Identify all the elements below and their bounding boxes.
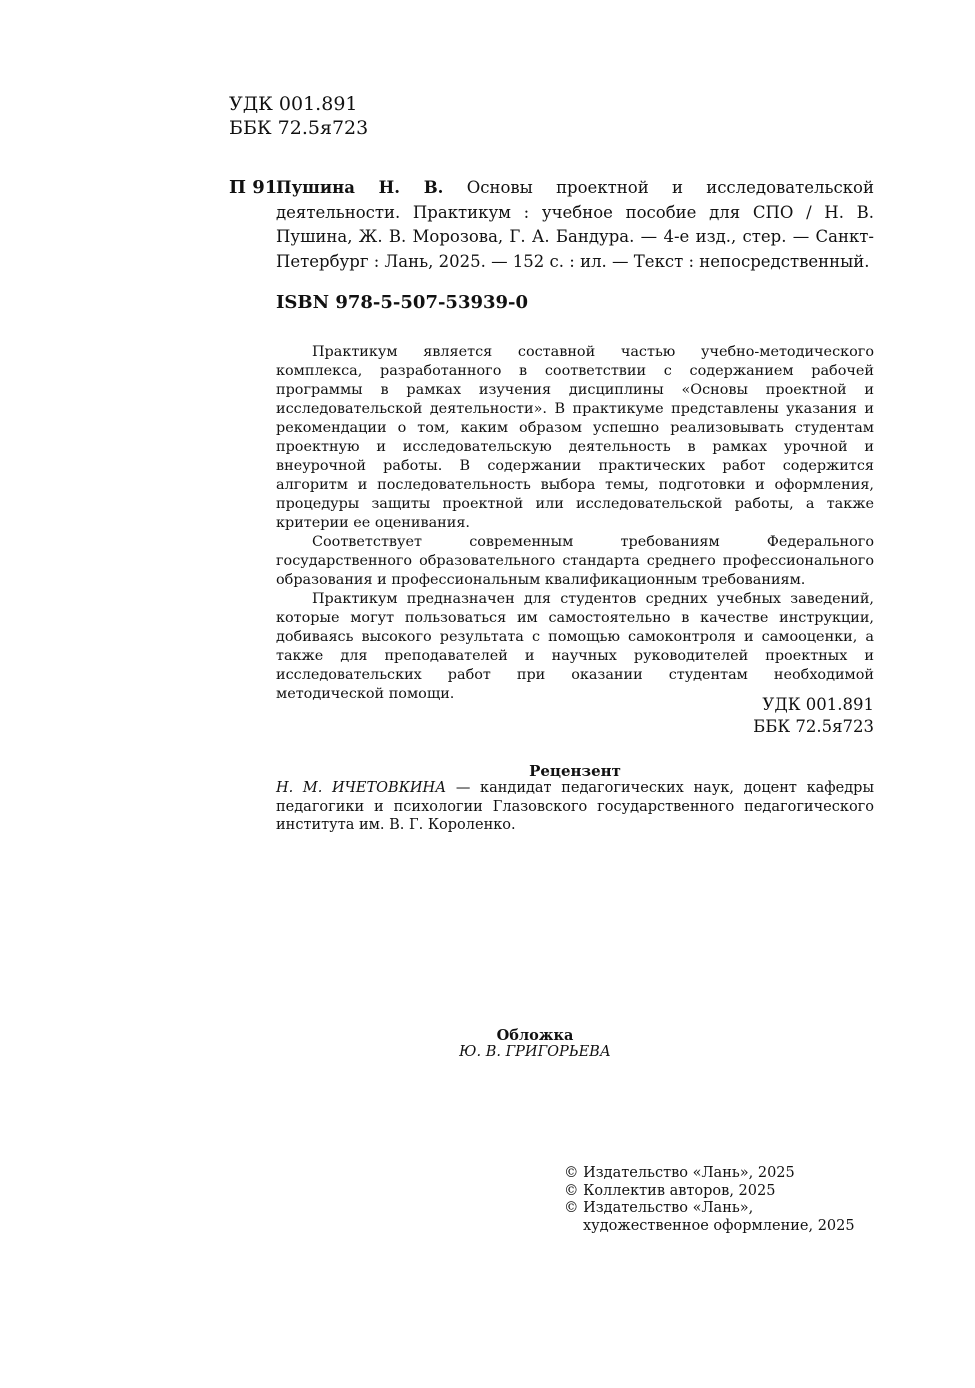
annotation-paragraph: Практикум предназначен для студентов средних учебных заведений, которые могут пользоваться им самостоятельно в качестве инструкции, добиваясь высокого результата с помощью самоконтроля и самооценки, а также для преподавателей и научных руководителей проектных и исследовательских работ при оказании студентам необходимой методической помощи.	[276, 591, 874, 702]
isbn: ISBN 978-5-507-53939-0	[276, 292, 529, 313]
record-description: Основы проектной и исследовательской деятельности. Практикум : учебное пособие для СПО / Н. В. Пушина, Ж. В. Морозова, Г. А. Бандура. — 4-е изд., стер. — Санкт-Петербург : Лань, 2025. — 152 с. : ил. — Текст : непосредственный.	[276, 178, 874, 271]
bbk-code: ББК 72.5я723	[229, 117, 369, 139]
bbk-code: ББК 72.5я723	[753, 717, 874, 736]
cover-credit	[276, 1027, 794, 1061]
copyright-line: © Издательство «Лань», 2025	[564, 1165, 795, 1181]
copyright-line: © Издательство «Лань»,	[564, 1200, 754, 1216]
author-sign: П 91	[229, 177, 278, 198]
annotation-paragraph: Практикум является составной частью учебно-методического комплекса, разработанного в соответствии с содержанием рабочей программы в рамках изучения дисциплины «Основы проектной и исследовательской деятельности». В практикуме представлены указания и рекомендации о том, каким образом успешно реализовывать студентам проектную и исследовательскую деятельность в рамках урочной и внеурочной работы. В содержании практических работ содержится алгоритм и последовательность выбора темы, подготовки и оформления, процедуры защиты проектной или исследовательской работы, а также критерии ее оценивания.	[276, 344, 874, 531]
reviewer-name: Н. М. ИЧЕТОВКИНА	[276, 780, 447, 796]
udk-code: УДК 001.891	[762, 695, 874, 714]
reviewer-heading: Рецензент	[529, 762, 621, 780]
bibliographic-record	[276, 176, 874, 274]
classification-header	[229, 92, 368, 140]
copyright-line: © Коллектив авторов, 2025	[564, 1182, 776, 1199]
reviewer-details: — кандидат педагогических наук, доцент кафедры педагогики и психологии Глазовского государственного педагогического института им. В. Г. Короленко.	[276, 780, 874, 833]
copyright-block	[564, 1165, 884, 1235]
annotation-paragraph: Соответствует современным требованиям Федерального государственного образовательного стандарта среднего профессионального образования и профессиональным квалификационным требованиям.	[276, 534, 874, 588]
record-author: Пушина Н. В.	[276, 178, 444, 197]
cover-heading: Обложка	[496, 1027, 574, 1044]
reviewer-info	[276, 779, 874, 835]
cover-designer: Ю. В. ГРИГОРЬЕВА	[459, 1044, 611, 1060]
classification-footer	[600, 694, 874, 738]
udk-code: УДК 001.891	[229, 93, 358, 115]
copyright-line: художественное оформление, 2025	[583, 1217, 855, 1234]
annotation	[276, 343, 874, 704]
